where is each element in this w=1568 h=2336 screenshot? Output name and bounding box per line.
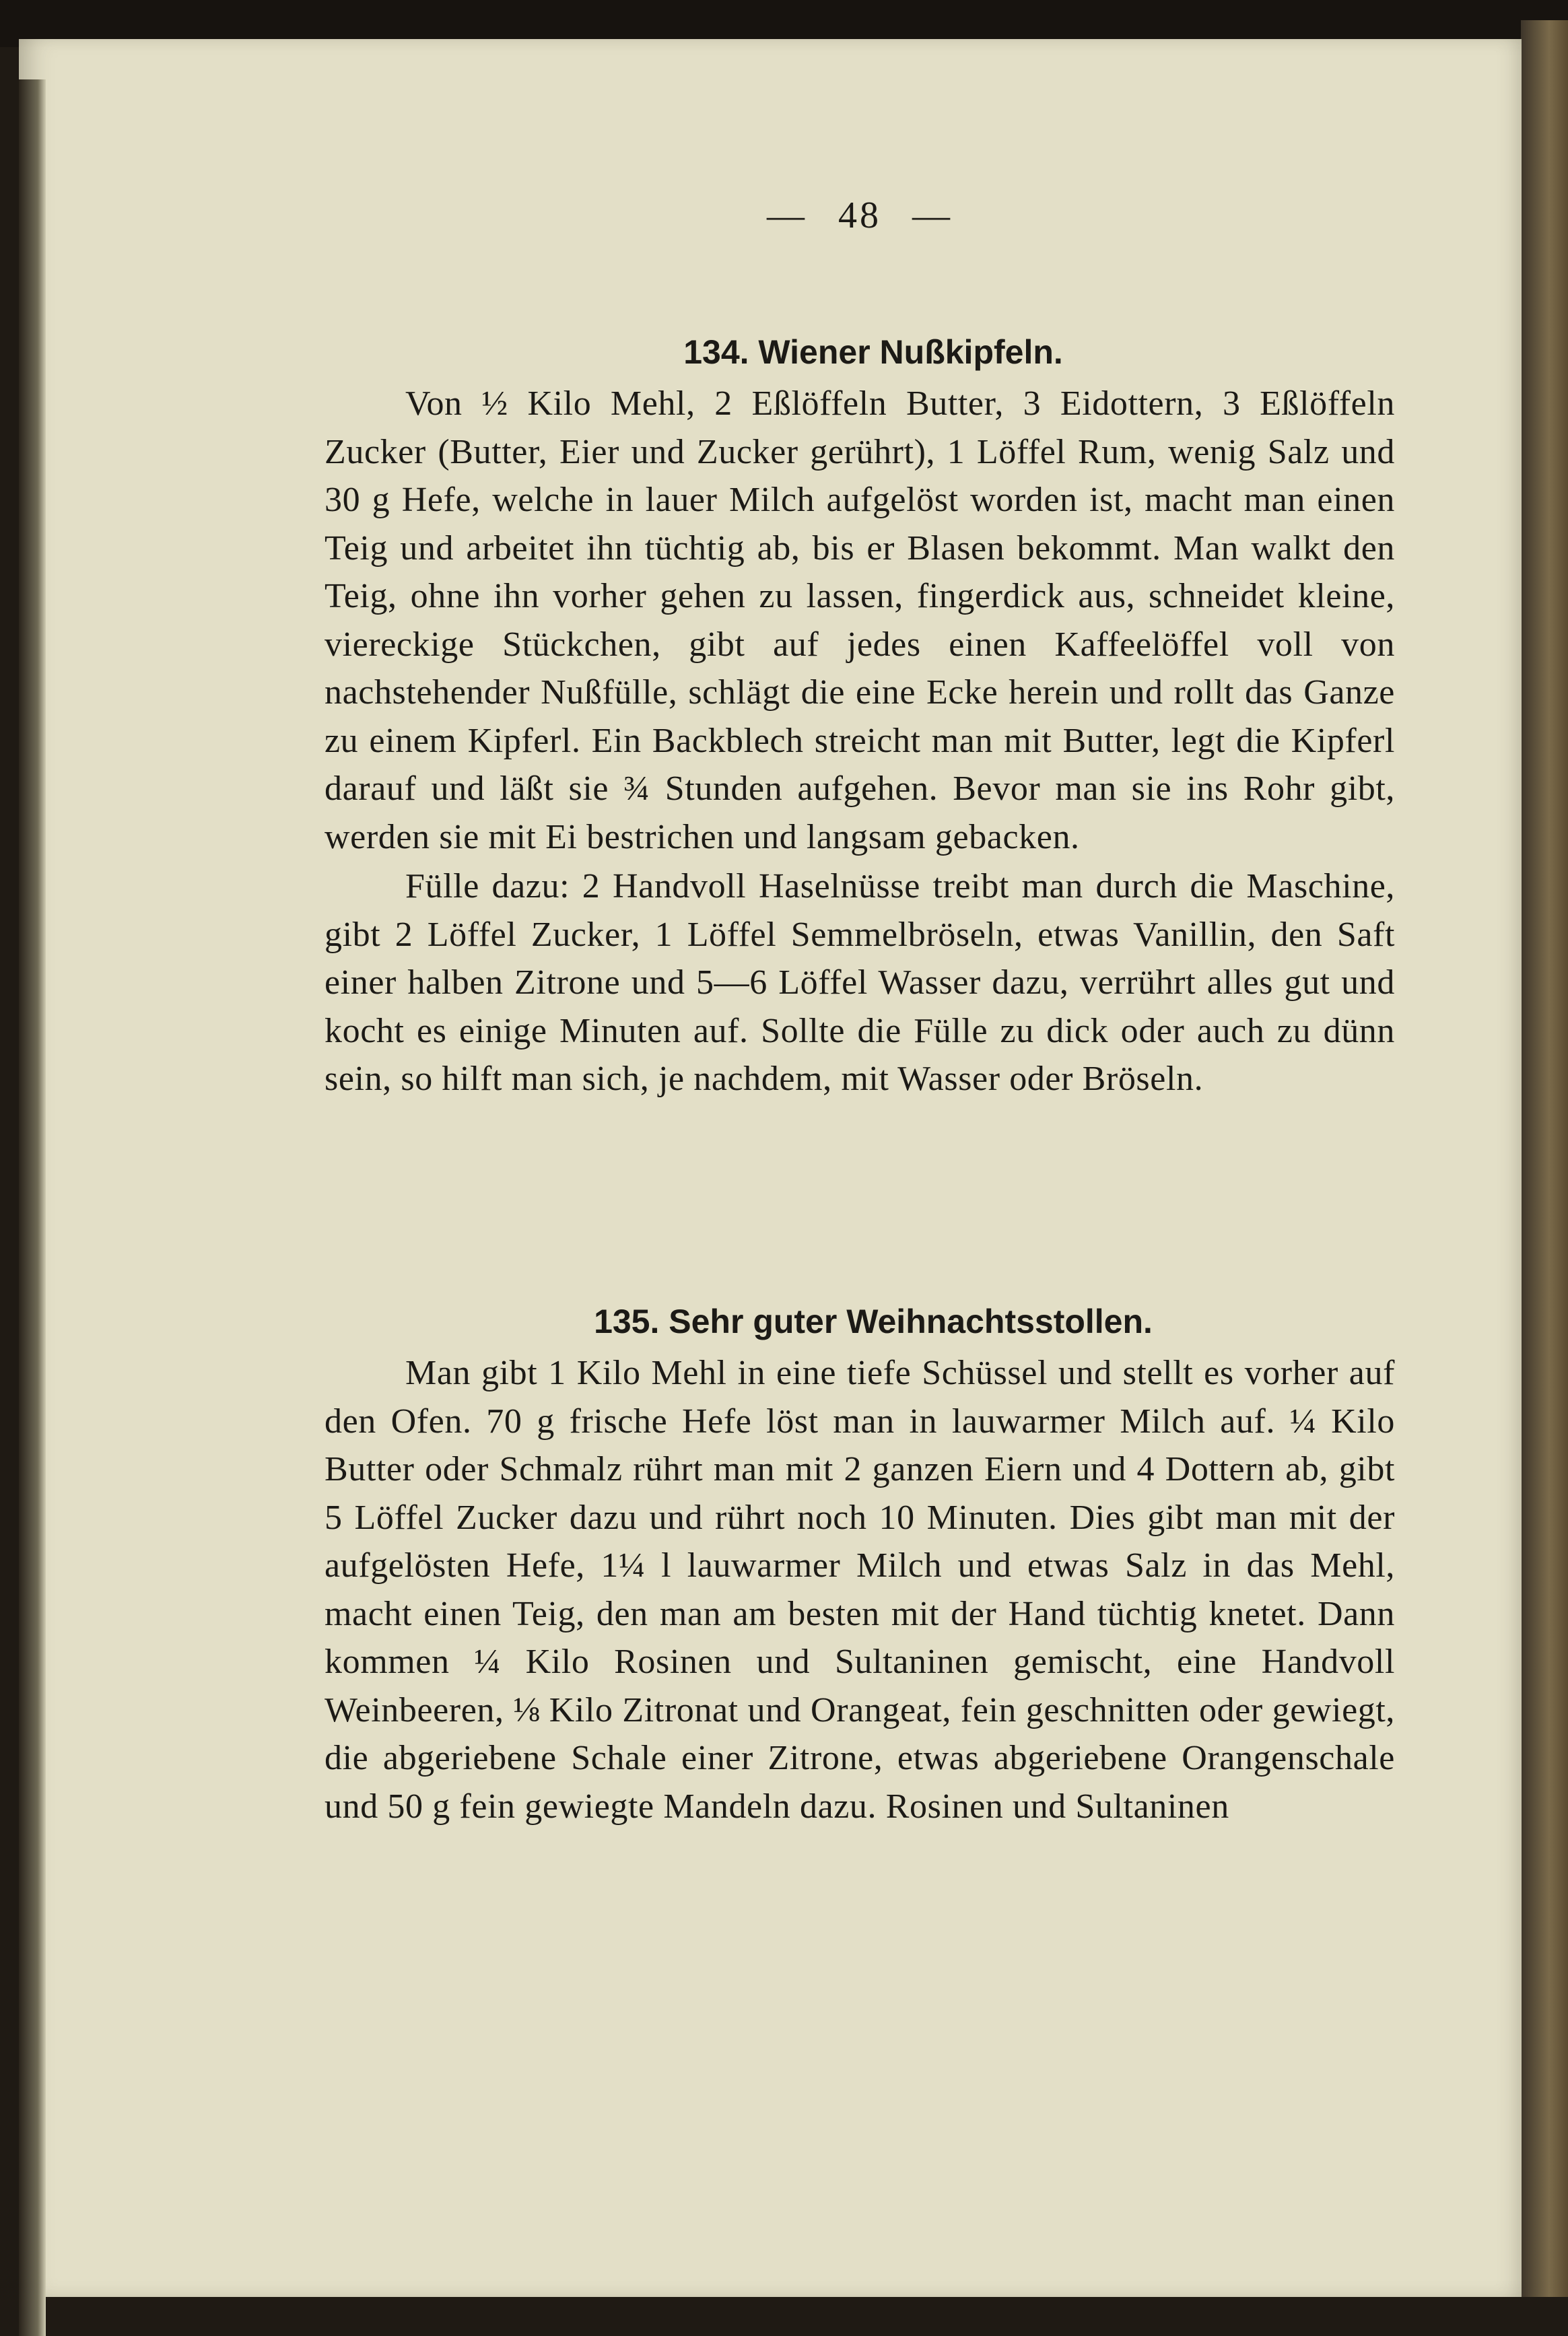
recipe-paragraph: Fülle dazu: 2 Handvoll Haselnüsse treibt man durch die Maschine, gibt 2 Löffel Zucker, 1 Löffel Semmelbröseln, etwas Vanillin, den Saft einer halben Zitrone und 5—6 Löffel Wasser dazu, verrührt alles gut und kocht es einige Minuten auf. Sollte die Fülle zu dick oder auch zu dünn sein, so hilft man sich, je nachdem, mit Wasser oder Bröseln. [325,867,1395,1098]
page-number-dash-left: — [767,195,807,236]
recipe-paragraph: Von ½ Kilo Mehl, 2 Eßlöffeln Butter, 3 Eidottern, 3 Eßlöffeln Zucker (Butter, Eier und Zucker gerührt), 1 Löffel Rum, wenig Salz und 30 g Hefe, welche in lauer Milch aufgelöst worden ist, macht man einen Teig und arbeitet ihn tüchtig ab, bis er Blasen bekommt. Man walkt den Teig, ohne ihn vorher gehen zu lassen, fingerdick aus, schneidet kleine, viereckige Stückchen, gibt auf jedes einen Kaffeelöffel voll von nachstehender Nußfülle, schlägt die eine Ecke herein und rollt das Ganze zu einem Kipferl. Ein Backblech streicht man mit Butter, legt die Kipferl darauf und läßt sie ¾ Stunden aufgehen. Bevor man sie ins Rohr gibt, werden sie mit Ei bestrichen und langsam gebacken. [325,384,1395,856]
book-cover-edge [1521,20,1568,2297]
recipe-134 [325,329,1395,1103]
page-number [325,194,1395,237]
recipe-paragraph: Man gibt 1 Kilo Mehl in eine tiefe Schüssel und stellt es vorher auf den Ofen. 70 g frische Hefe löst man in lauwarmer Milch auf. ¼ Kilo Butter oder Schmalz rührt man mit 2 ganzen Eiern und 4 Dottern ab, gibt 5 Löffel Zucker dazu und rührt noch 10 Minuten. Dies gibt man mit der aufgelösten Hefe, 1¼ l lauwarmer Milch und etwas Salz in das Mehl, macht einen Teig, den man am besten mit der Hand tüchtig knetet. Dann kommen ¼ Kilo Rosinen und Sultaninen gemischt, eine Handvoll Weinbeeren, ⅛ Kilo Zitronat und Orangeat, fein geschnitten oder gewiegt, die abgeriebene Schale einer Zitrone, etwas abgeriebene Orangenschale und 50 g fein gewiegte Mandeln dazu. Rosinen und Sultaninen [325,1354,1395,1826]
page-gutter [19,79,46,2336]
page-number-value: 48 [838,195,881,236]
recipe-title: 135. Sehr guter Weihnachtsstollen. [594,1303,1153,1340]
recipe-135 [325,1298,1395,1830]
recipe-title: 134. Wiener Nußkipfeln. [683,333,1063,371]
page-number-dash-right: — [912,195,953,236]
book-page [19,39,1522,2297]
